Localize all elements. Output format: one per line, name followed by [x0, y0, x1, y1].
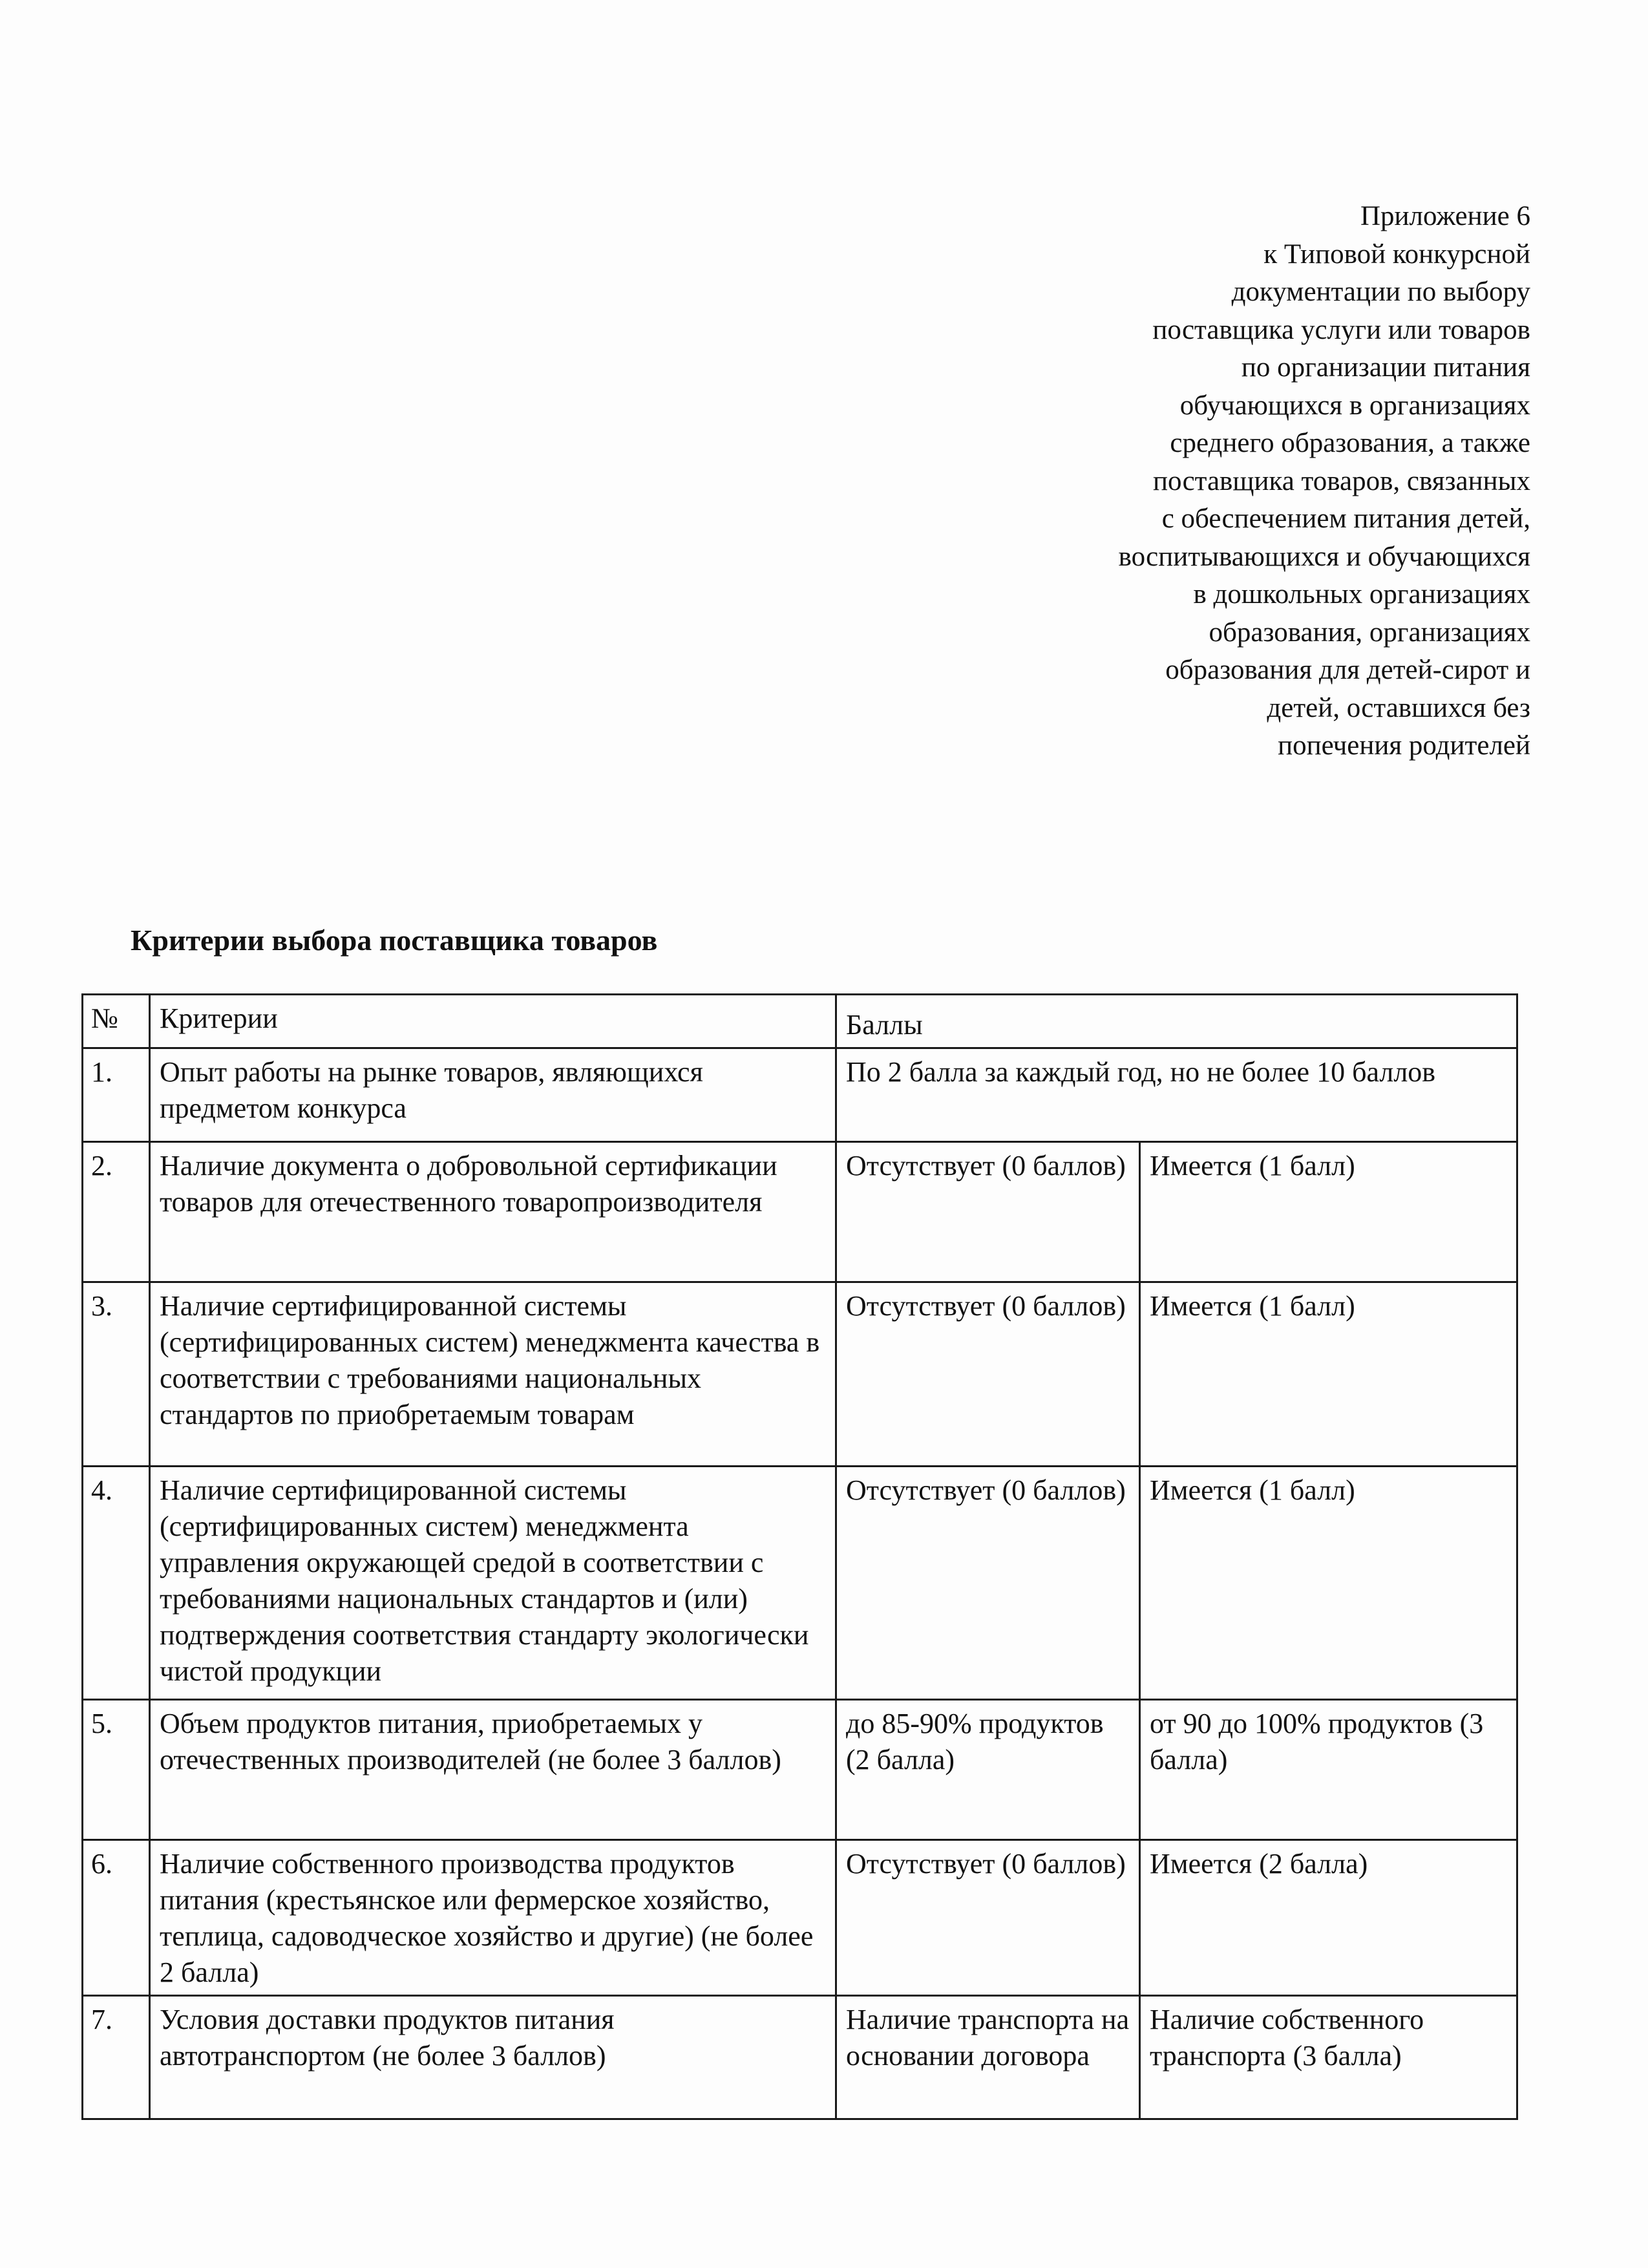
appendix-line: по организации питания: [1241, 352, 1530, 383]
header-num: №: [83, 995, 150, 1048]
table-header-row: [83, 995, 1517, 1048]
appendix-line: поставщика услуги или товаров: [1152, 314, 1530, 345]
row-criterion: Наличие документа о добровольной сертификации товаров для отечественного товаропроизводителя: [150, 1142, 836, 1282]
row-number: 6.: [83, 1840, 150, 1996]
row-criterion: Наличие сертифицированной системы (сертифицированных систем) менеджмента качества в соответствии с требованиями национальных стандартов по приобретаемым товарам: [150, 1282, 836, 1467]
row-option-absent: Отсутствует (0 баллов): [836, 1467, 1140, 1700]
appendix-line: в дошкольных организациях: [1193, 579, 1530, 609]
table-row: [83, 1700, 1517, 1840]
table-row: [83, 1142, 1517, 1282]
row-number: 7.: [83, 1996, 150, 2119]
row-criterion: Объем продуктов питания, приобретаемых у отечественных производителей (не более 3 баллов): [150, 1700, 836, 1840]
table-row: [83, 1048, 1517, 1142]
row-criterion: Опыт работы на рынке товаров, являющихся предметом конкурса: [150, 1048, 836, 1142]
row-option-absent: Отсутствует (0 баллов): [836, 1840, 1140, 1996]
appendix-line: среднего образования, а также: [1170, 428, 1530, 458]
appendix-line: Приложение 6: [1360, 201, 1530, 231]
appendix-line: поставщика товаров, связанных: [1152, 465, 1530, 496]
criteria-table: [81, 993, 1518, 2120]
row-criterion: Условия доставки продуктов питания автотранспортом (не более 3 баллов): [150, 1996, 836, 2119]
appendix-line: попечения родителей: [1278, 730, 1530, 761]
appendix-line: образования для детей-сирот и: [1165, 655, 1530, 685]
row-number: 3.: [83, 1282, 150, 1467]
row-option-present: Имеется (1 балл): [1140, 1142, 1517, 1282]
table-row: [83, 1996, 1517, 2119]
appendix-line: документации по выбору: [1231, 277, 1530, 307]
row-number: 4.: [83, 1467, 150, 1700]
row-option-contract: Наличие транспорта на основании договора: [836, 1996, 1140, 2119]
row-criterion: Наличие сертифицированной системы (сертифицированных систем) менеджмента управления окружающей средой в соответствии с требованиями национальных стандартов и (или) подтверждения соответствия стандарту экологически чистой продукции: [150, 1467, 836, 1700]
appendix-line: с обеспечением питания детей,: [1161, 503, 1530, 534]
header-points: Баллы: [836, 995, 1517, 1048]
row-criterion: Наличие собственного производства продуктов питания (крестьянское или фермерское хозяйство, теплица, садоводческое хозяйство и другие) (не более 2 балла): [150, 1840, 836, 1996]
appendix-line: воспитывающихся и обучающихся: [1118, 541, 1530, 572]
row-number: 2.: [83, 1142, 150, 1282]
row-points: По 2 балла за каждый год, но не более 10 баллов: [836, 1048, 1517, 1142]
row-option-lower: до 85-90% продуктов (2 балла): [836, 1700, 1140, 1840]
appendix-line: обучающихся в организациях: [1179, 390, 1530, 421]
appendix-line: детей, оставшихся без: [1267, 692, 1530, 723]
table-row: [83, 1282, 1517, 1467]
table-row: [83, 1467, 1517, 1700]
table-row: [83, 1840, 1517, 1996]
row-number: 5.: [83, 1700, 150, 1840]
row-number: 1.: [83, 1048, 150, 1142]
row-option-higher: от 90 до 100% продуктов (3 балла): [1140, 1700, 1517, 1840]
row-option-present: Имеется (1 балл): [1140, 1282, 1517, 1467]
header-criteria: Критерии: [150, 995, 836, 1048]
row-option-absent: Отсутствует (0 баллов): [836, 1142, 1140, 1282]
appendix-line: к Типовой конкурсной: [1263, 238, 1530, 270]
row-option-own: Наличие собственного транспорта (3 балла): [1140, 1996, 1517, 2119]
row-option-absent: Отсутствует (0 баллов): [836, 1282, 1140, 1467]
document-title: Критерии выбора поставщика товаров: [131, 924, 658, 957]
row-option-present: Имеется (2 балла): [1140, 1840, 1517, 1996]
row-option-present: Имеется (1 балл): [1140, 1467, 1517, 1700]
appendix-note: [949, 198, 1530, 765]
appendix-line: образования, организациях: [1209, 617, 1530, 648]
